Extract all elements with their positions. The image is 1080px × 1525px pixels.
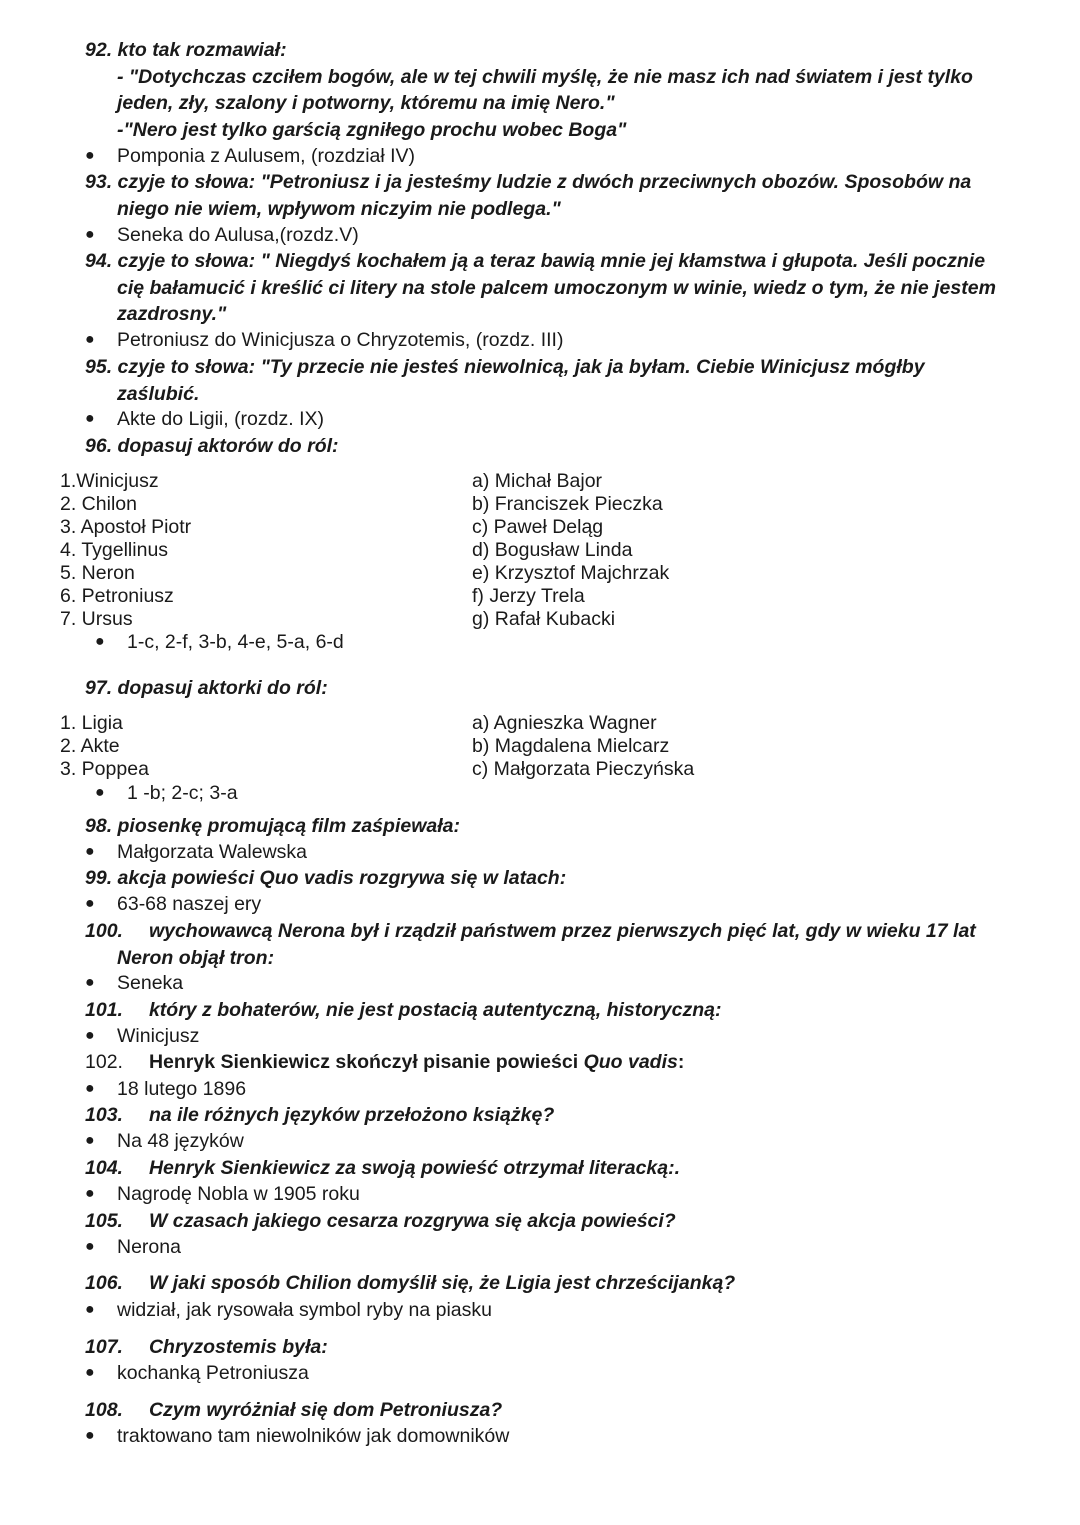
list-item: b) Franciszek Pieczka bbox=[472, 493, 663, 515]
answer-107: ● kochanką Petroniusza bbox=[85, 1360, 309, 1387]
bullet-icon: ● bbox=[85, 974, 95, 991]
question-99: 99. akcja powieści Quo vadis rozgrywa się w latach: bbox=[85, 867, 567, 889]
question-101: 101. który z bohaterów, nie jest postacią autentyczną, historyczną: bbox=[85, 999, 722, 1021]
bullet-icon: ● bbox=[85, 1185, 95, 1202]
answer-96: ● 1-c, 2-f, 3-b, 4-e, 5-a, 6-d bbox=[95, 629, 344, 656]
bullet-icon: ● bbox=[85, 843, 95, 860]
bullet-icon: ● bbox=[85, 1238, 95, 1255]
list-item: 4. Tygellinus bbox=[60, 539, 169, 561]
list-item: 2. Chilon bbox=[60, 493, 137, 515]
answer-104: ● Nagrodę Nobla w 1905 roku bbox=[85, 1181, 360, 1208]
list-item: 1.Winicjusz bbox=[60, 470, 159, 492]
list-item: 3. Apostoł Piotr bbox=[60, 516, 192, 538]
list-item: d) Bogusław Linda bbox=[472, 539, 633, 561]
list-item: 5. Neron bbox=[60, 562, 135, 584]
answer-95: ● Akte do Ligii, (rozdz. IX) bbox=[85, 406, 324, 433]
question-98: 98. piosenkę promującą film zaśpiewała: bbox=[85, 815, 460, 837]
answer-102: ● 18 lutego 1896 bbox=[85, 1076, 246, 1103]
answer-92: ● Pomponia z Aulusem, (rozdział IV) bbox=[85, 143, 415, 170]
answer-105: ● Nerona bbox=[85, 1234, 181, 1261]
answer-101: ● Winicjusz bbox=[85, 1023, 199, 1050]
answer-103: ● Na 48 języków bbox=[85, 1128, 244, 1155]
quote-line: - "Dotychczas czciłem bogów, ale w tej chwili myślę, że nie masz ich nad światem i jest tylko bbox=[117, 65, 973, 88]
roles-list bbox=[60, 470, 191, 631]
answer-108: ● traktowano tam niewolników jak domowników bbox=[85, 1423, 509, 1450]
bullet-icon: ● bbox=[85, 331, 95, 348]
list-item: e) Krzysztof Majchrzak bbox=[472, 562, 670, 584]
question-95: 95. czyje to słowa: "Ty przecie nie jesteś niewolnicą, jak ja byłam. Ciebie Winicjusz mógłby zaślubić. bbox=[85, 356, 925, 405]
list-item: f) Jerzy Trela bbox=[472, 585, 585, 607]
bullet-icon: ● bbox=[85, 410, 95, 427]
question-106: 106. W jaki sposób Chilion domyślił się, że Ligia jest chrześcijanką? bbox=[85, 1272, 736, 1294]
bullet-icon: ● bbox=[85, 895, 95, 912]
bullet-icon: ● bbox=[85, 1427, 95, 1444]
answer-97: ● 1 -b; 2-c; 3-a bbox=[95, 780, 238, 807]
list-item: a) Agnieszka Wagner bbox=[472, 712, 657, 734]
question-105: 105. W czasach jakiego cesarza rozgrywa się akcja powieści? bbox=[85, 1210, 676, 1232]
list-item: 6. Petroniusz bbox=[60, 585, 174, 607]
list-item: c) Paweł Deląg bbox=[472, 516, 604, 538]
list-item: c) Małgorzata Pieczyńska bbox=[472, 758, 695, 780]
question-107: 107. Chryzostemis była: bbox=[85, 1336, 328, 1358]
bullet-icon: ● bbox=[95, 784, 105, 801]
actresses-list bbox=[472, 712, 694, 781]
question-100: 100. wychowawcą Nerona był i rządził państwem przez pierwszych pięć lat, gdy w wieku 17 lat Neron objął tron: bbox=[85, 920, 976, 969]
answer-100: ● Seneka bbox=[85, 970, 183, 997]
question-97: 97. dopasuj aktorki do ról: bbox=[85, 677, 328, 699]
answer-94: ● Petroniusz do Winicjusza o Chryzotemis, (rozdz. III) bbox=[85, 327, 563, 354]
bullet-icon: ● bbox=[85, 1027, 95, 1044]
list-item: 2. Akte bbox=[60, 735, 120, 757]
list-item: 7. Ursus bbox=[60, 608, 133, 630]
list-item: b) Magdalena Mielcarz bbox=[472, 735, 670, 757]
actors-list bbox=[472, 470, 669, 631]
answer-99: ● 63-68 naszej ery bbox=[85, 891, 261, 918]
bullet-icon: ● bbox=[85, 1080, 95, 1097]
question-title: 92. kto tak rozmawiał: bbox=[85, 39, 287, 61]
bullet-icon: ● bbox=[95, 633, 105, 650]
question-108: 108. Czym wyróżniał się dom Petroniusza? bbox=[85, 1399, 503, 1421]
bullet-icon: ● bbox=[85, 1364, 95, 1381]
question-102: 102. Henryk Sienkiewicz skończył pisanie powieści Quo vadis: bbox=[85, 1051, 685, 1073]
bullet-icon: ● bbox=[85, 226, 95, 243]
roles-list bbox=[60, 712, 149, 781]
quote-line: -"Nero jest tylko garścią zgniłego prochu wobec Boga" bbox=[117, 118, 627, 141]
question-93: 93. czyje to słowa: "Petroniusz i ja jesteśmy ludzie z dwóch przeciwnych obozów. Sposobów na niego nie wiem, wpływom niczyim nie podlega." bbox=[85, 171, 972, 220]
list-item: g) Rafał Kubacki bbox=[472, 608, 616, 630]
question-94: 94. czyje to słowa: " Niegdyś kochałem ją a teraz bawią mnie jej kłamstwa i głupota. Jeśli pocznie cię bałamucić i kreślić ci litery na stole palcem umoczonym w winie, wiedz o tym, że nie jestem zazdrosny." bbox=[85, 250, 996, 325]
question-96: 96. dopasuj aktorów do ról: bbox=[85, 435, 339, 457]
question-92 bbox=[85, 37, 1045, 143]
list-item: 3. Poppea bbox=[60, 758, 149, 780]
answer-93: ● Seneka do Aulusa,(rozdz.V) bbox=[85, 222, 359, 249]
question-103: 103. na ile różnych języków przełożono książkę? bbox=[85, 1104, 555, 1126]
answer-106: ● widział, jak rysowała symbol ryby na piasku bbox=[85, 1297, 492, 1324]
quote-line: jeden, zły, szalony i potworny, któremu na imię Nero." bbox=[117, 92, 615, 114]
answer-98: ● Małgorzata Walewska bbox=[85, 839, 307, 866]
question-104: 104. Henryk Sienkiewicz za swoją powieść otrzymał literacką:. bbox=[85, 1157, 681, 1179]
list-item: a) Michał Bajor bbox=[472, 470, 603, 492]
bullet-icon: ● bbox=[85, 1301, 95, 1318]
list-item: 1. Ligia bbox=[60, 712, 123, 734]
bullet-icon: ● bbox=[85, 1132, 95, 1149]
bullet-icon: ● bbox=[85, 147, 95, 164]
